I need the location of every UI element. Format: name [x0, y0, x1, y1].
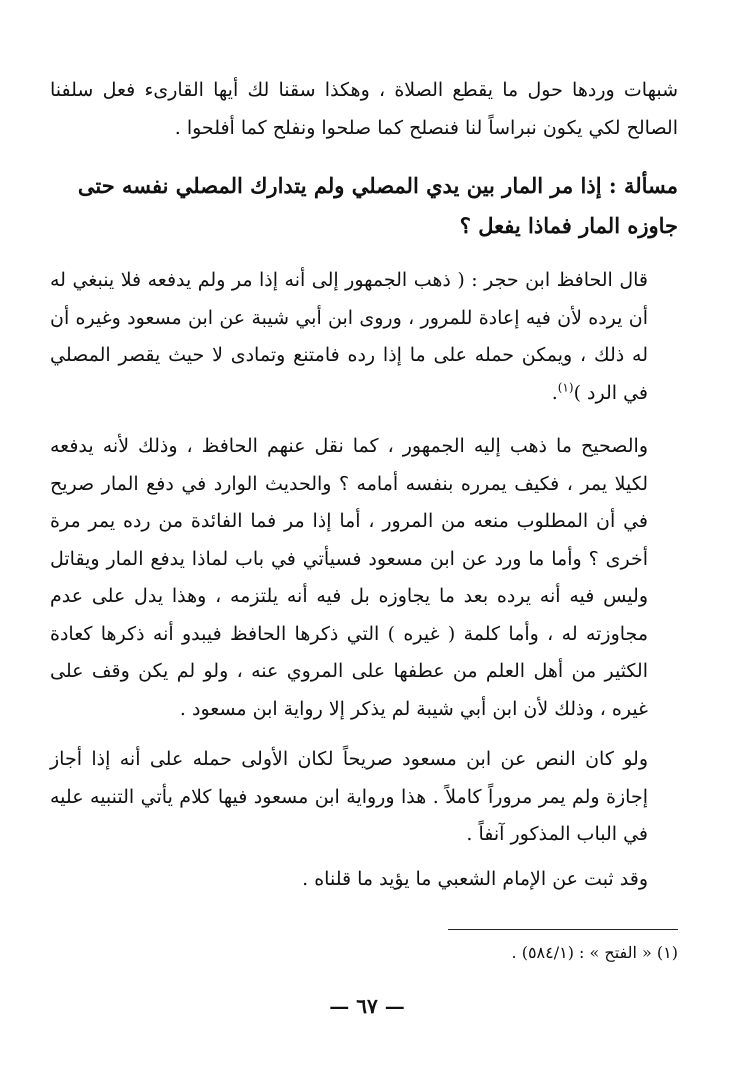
paragraph-4-text: وقد ثبت عن الإمام الشعبي ما يؤيد ما قلناه . — [302, 868, 648, 890]
footnote: (١) « الفتح » : (٥٨٤/١) . — [511, 943, 678, 962]
intro-paragraph — [50, 72, 678, 147]
intro-text: شبهات وردها حول ما يقطع الصلاة ، وهكذا سقنا لك أيها القارىء فعل سلفنا الصالح لكي يكون نبراساً لنا فنصلح كما صلحوا ونفلح كما أفلحوا . — [50, 79, 678, 139]
paragraph-2-text: والصحيح ما ذهب إليه الجمهور ، كما نقل عنهم الحافظ ، وذلك لأنه يدفعه لكيلا يمر ، فكيف يمرره بنفسه أمامه ؟ والحديث الوارد في دفع المار صريح في أن المطلوب منعه من المرور ، أما إذا مر فما الفائدة من رده يمر مرة أخرى ؟ وأما ما ورد عن ابن مسعود فسيأتي في باب لماذا يدفع المار ويقاتل وليس فيه أنه يرده بعد ما يجاوزه بل فيه أنه يلتزمه ، وهذا يدل على عدم مجاوزته له ، وأما كلمة ( غيره ) التي ذكرها الحافظ فيبدو أنه ذكرها كعادة الكثير من أهل العلم من عطفها على المروي عنه ، ولو لم يكن وقف على غيره ، وذلك لأن ابن أبي شيبة لم يذكر إلا رواية ابن مسعود . — [50, 435, 648, 720]
paragraph-1-body — [50, 262, 678, 412]
paragraph-4 — [50, 861, 678, 899]
page-number: — ٦٧ — — [329, 994, 405, 1018]
footnote-divider — [448, 929, 678, 930]
paragraph-3 — [50, 741, 678, 854]
paragraph-1-end: . — [551, 381, 558, 404]
footnote-reference: (١) — [557, 380, 574, 395]
paragraph-1-text: قال الحافظ ابن حجر : ( ذهب الجمهور إلى أنه إذا مر ولم يدفعه فلا ينبغي له أن يرده لأن فيه إعادة للمرور ، وروى ابن أبي شيبة عن ابن مسعود وغيره أن له ذلك ، ويمكن حمله على ما إذا رده فامتنع وتمادى لا حيث يقصر المصلي في الرد ) — [50, 269, 648, 404]
paragraph-2 — [50, 428, 678, 728]
paragraph-3-text: ولو كان النص عن ابن مسعود صريحاً لكان الأولى حمله على أنه إذا أجاز إجازة ولم يمر مروراً كاملاً . هذا ورواية ابن مسعود فيها كلام يأتي التنبيه عليه في الباب المذكور آنفاً . — [50, 748, 648, 845]
section-heading: مسألة : إذا مر المار بين يدي المصلي ولم يتدارك المصلي نفسه حتى جاوزه المار فماذا يفعل ؟ — [77, 173, 678, 238]
paragraph-1 — [50, 262, 678, 412]
